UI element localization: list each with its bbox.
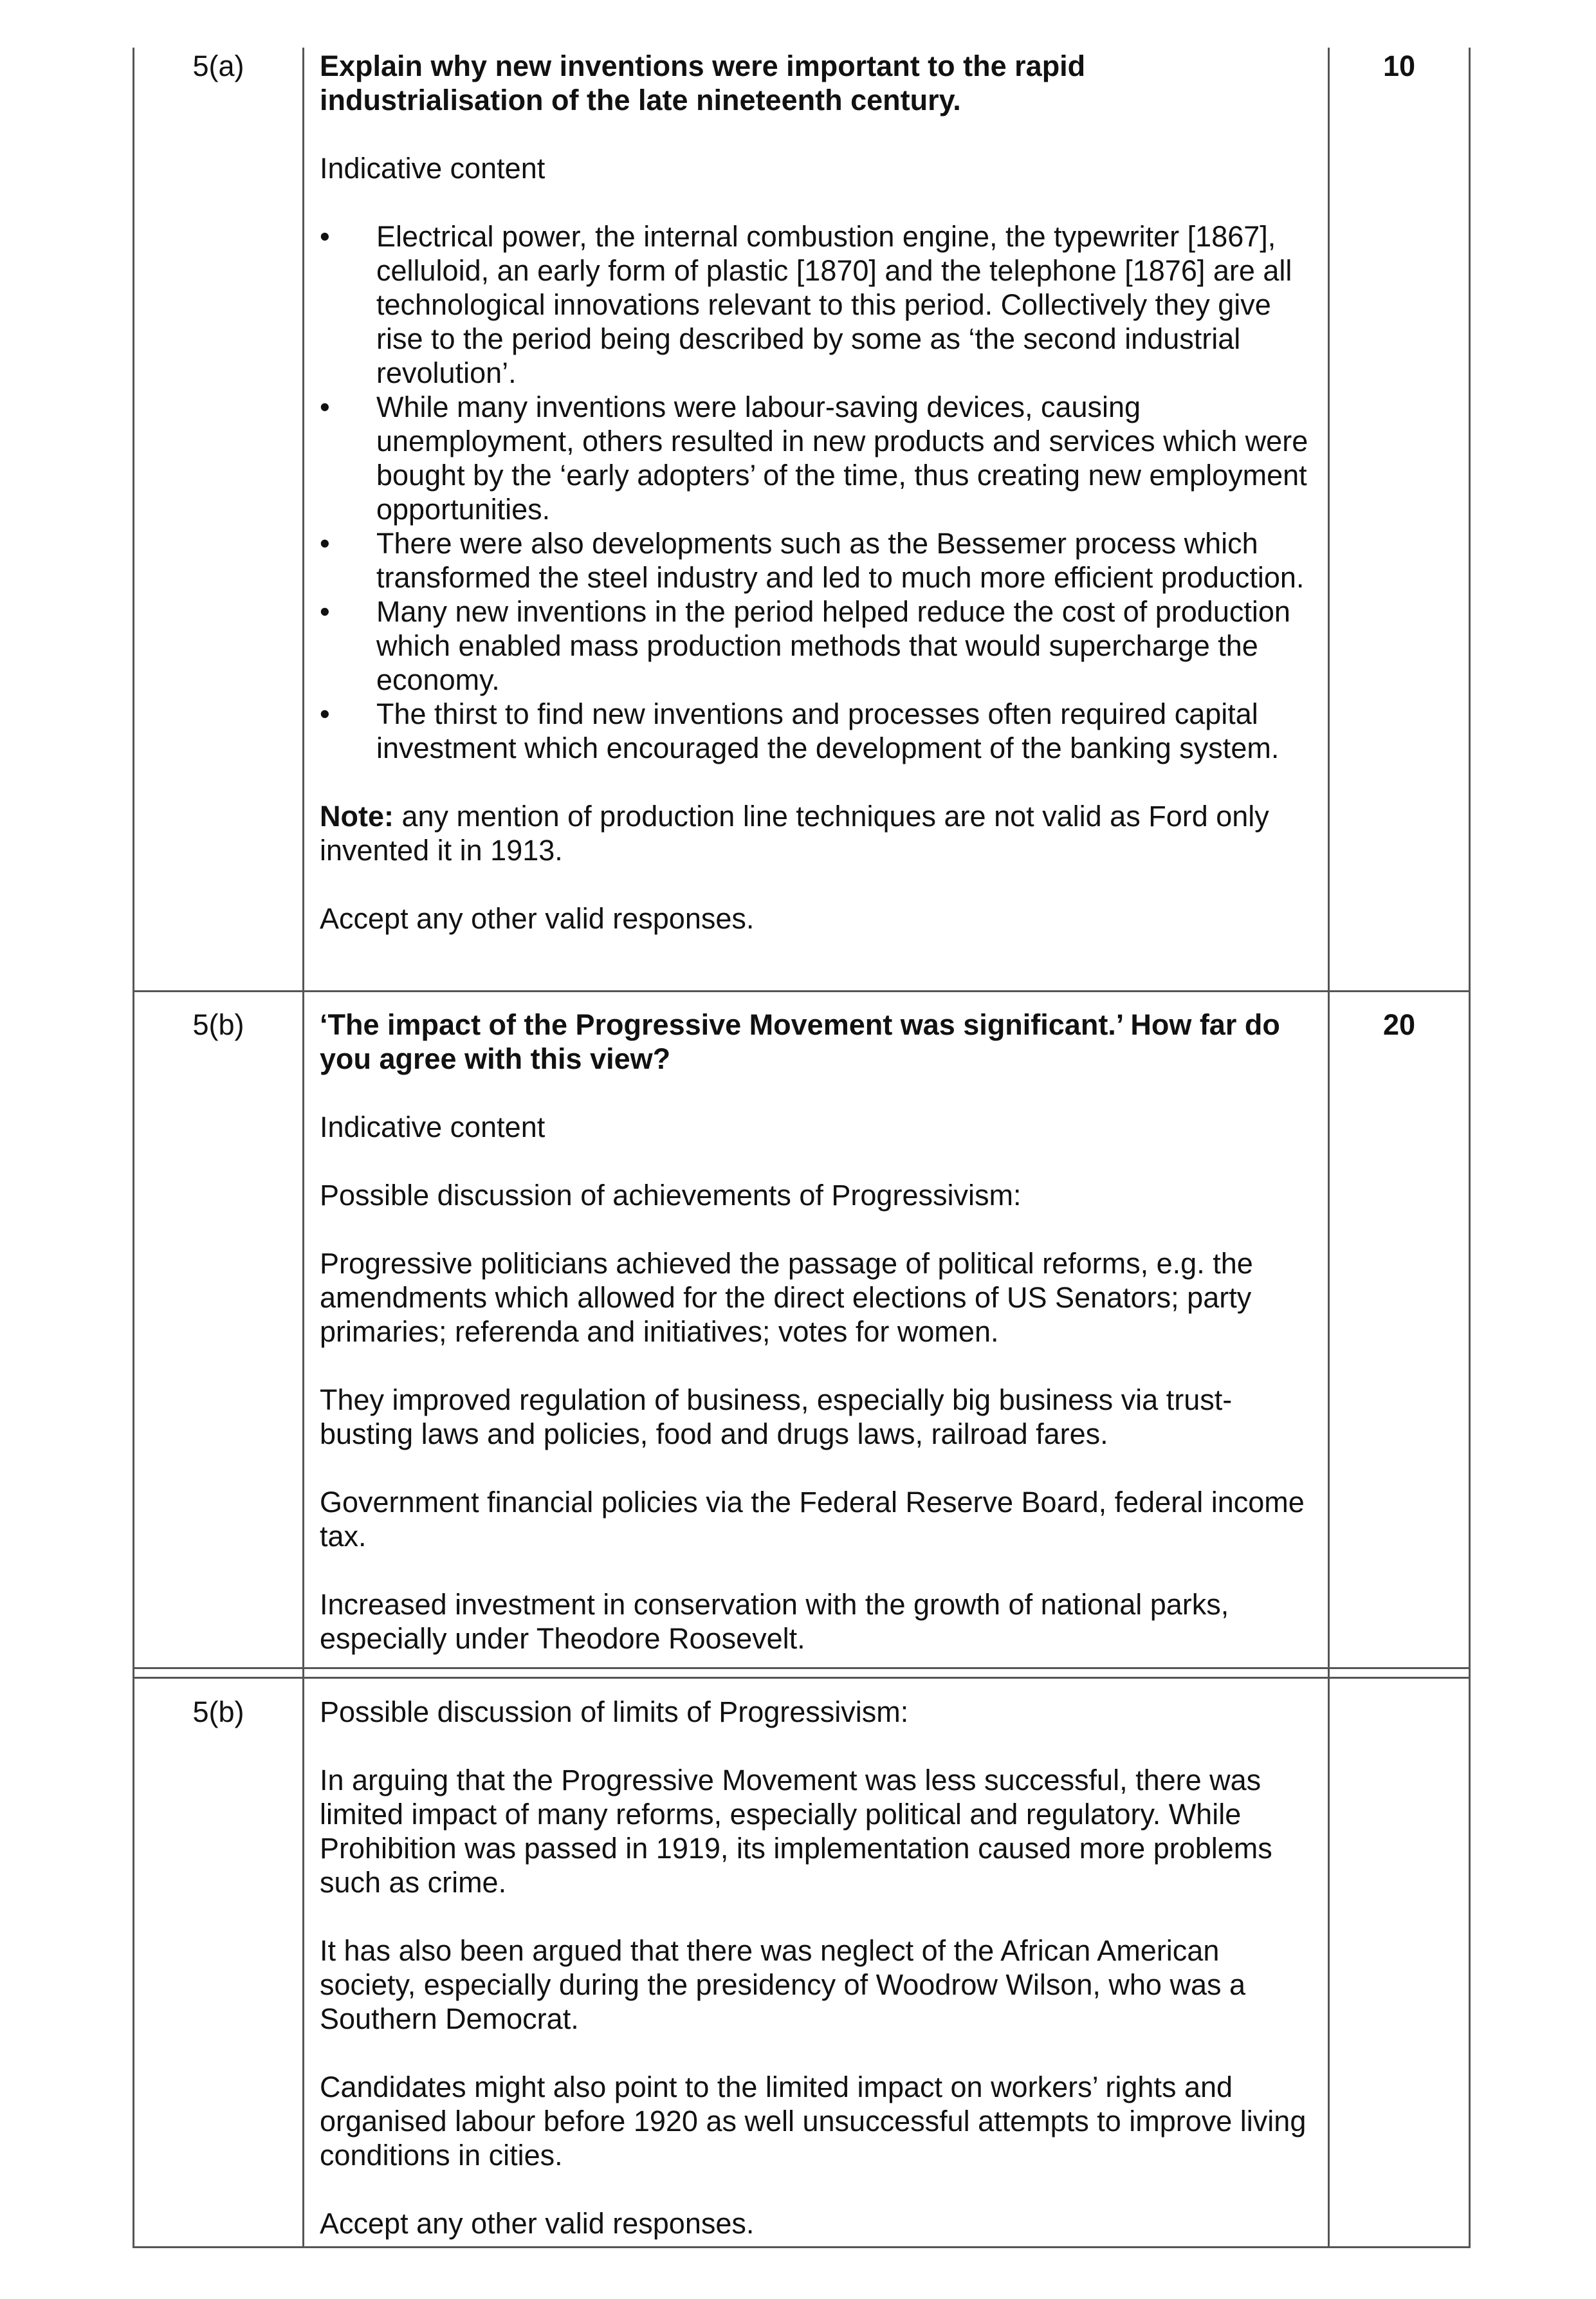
- bullet-item: [320, 595, 1316, 697]
- question-number: 5(b): [192, 1695, 244, 1728]
- table-divider-marks: [1328, 48, 1330, 2248]
- bullet-item: [320, 697, 1316, 765]
- question-prompt: ‘The impact of the Progressive Movement was significant.’ How far do you agree with this view?: [320, 1008, 1280, 1075]
- bullet-icon: •: [320, 697, 330, 730]
- bullet-list: [320, 219, 1316, 765]
- marks-value: 10: [1382, 50, 1416, 82]
- question-prompt: Explain why new inventions were important to the rapid industrialisation of the late nineteenth century.: [320, 50, 1086, 116]
- bullet-item: [320, 526, 1316, 595]
- table-divider-question: [302, 48, 304, 2248]
- table-border-right: [1469, 48, 1471, 2248]
- bullet-text: The thirst to find new inventions and processes often required capital investment which encouraged the development of the banking system.: [376, 697, 1280, 764]
- question-number: 5(b): [192, 1008, 244, 1041]
- table-border-bottom: [133, 2246, 1471, 2248]
- answer-content: [320, 49, 1316, 936]
- marks-value: 20: [1382, 1008, 1416, 1041]
- content-paragraph: Possible discussion of achievements of Progressivism:: [320, 1179, 1022, 1212]
- bullet-text: Electrical power, the internal combustion engine, the typewriter [1867], celluloid, an early form of plastic [1870] and the telephone [1876] are all technological innovations relevant to this period. Collectively they give rise to the period being described by some as ‘the second industrial revolution’.: [376, 220, 1292, 389]
- bullet-icon: •: [320, 391, 330, 423]
- page-break-rule-top: [133, 1667, 1471, 1669]
- bullet-item: [320, 390, 1316, 526]
- bullet-text: While many inventions were labour-saving devices, causing unemployment, others resulted in new products and services which were bought by the ‘early adopters’ of the time, thus creating new employment opportunities.: [376, 391, 1308, 526]
- note-paragraph: [320, 799, 1316, 867]
- bullet-item: [320, 219, 1316, 390]
- bullet-icon: •: [320, 595, 330, 628]
- accept-statement: Accept any other valid responses.: [320, 902, 755, 935]
- accept-statement: Accept any other valid responses.: [320, 2207, 755, 2240]
- row-divider: [133, 990, 1471, 992]
- content-paragraph: Progressive politicians achieved the passage of political reforms, e.g. the amendments which allowed for the direct elections of US Senators; party primaries; referenda and initiatives; votes for women.: [320, 1247, 1253, 1348]
- content-paragraph: Government financial policies via the Federal Reserve Board, federal income tax.: [320, 1486, 1305, 1553]
- content-paragraph: Possible discussion of limits of Progressivism:: [320, 1695, 909, 1728]
- table-border-left: [133, 48, 134, 2248]
- content-paragraph: Candidates might also point to the limited impact on workers’ rights and organised labour before 1920 as well unsuccessful attempts to improve living conditions in cities.: [320, 2071, 1307, 2172]
- content-paragraph: Increased investment in conservation with the growth of national parks, especially under Theodore Roosevelt.: [320, 1588, 1229, 1655]
- answer-content: [320, 1695, 1316, 2240]
- bullet-text: Many new inventions in the period helped reduce the cost of production which enabled mass production methods that would supercharge the economy.: [376, 595, 1290, 696]
- indicative-heading: Indicative content: [320, 1111, 546, 1143]
- content-paragraph: They improved regulation of business, especially big business via trust-busting laws and policies, food and drugs laws, railroad fares.: [320, 1383, 1233, 1450]
- page-break-rule-bottom: [133, 1677, 1471, 1679]
- content-paragraph: In arguing that the Progressive Movement was less successful, there was limited impact of many reforms, especially political and regulatory. While Prohibition was passed in 1919, its implementation caused more problems such as crime.: [320, 1764, 1272, 1899]
- bullet-icon: •: [320, 220, 330, 253]
- question-number: 5(a): [192, 50, 244, 82]
- bullet-text: There were also developments such as the Bessemer process which transformed the steel industry and led to much more efficient production.: [376, 527, 1305, 594]
- indicative-heading: Indicative content: [320, 152, 546, 185]
- answer-content: [320, 1008, 1316, 1656]
- content-paragraph: It has also been argued that there was neglect of the African American society, especially during the presidency of Woodrow Wilson, who was a Southern Democrat.: [320, 1934, 1246, 2035]
- bullet-icon: •: [320, 527, 330, 560]
- note-label: Note:: [320, 800, 394, 833]
- note-text: any mention of production line techniques are not valid as Ford only invented it in 1913.: [320, 800, 1269, 867]
